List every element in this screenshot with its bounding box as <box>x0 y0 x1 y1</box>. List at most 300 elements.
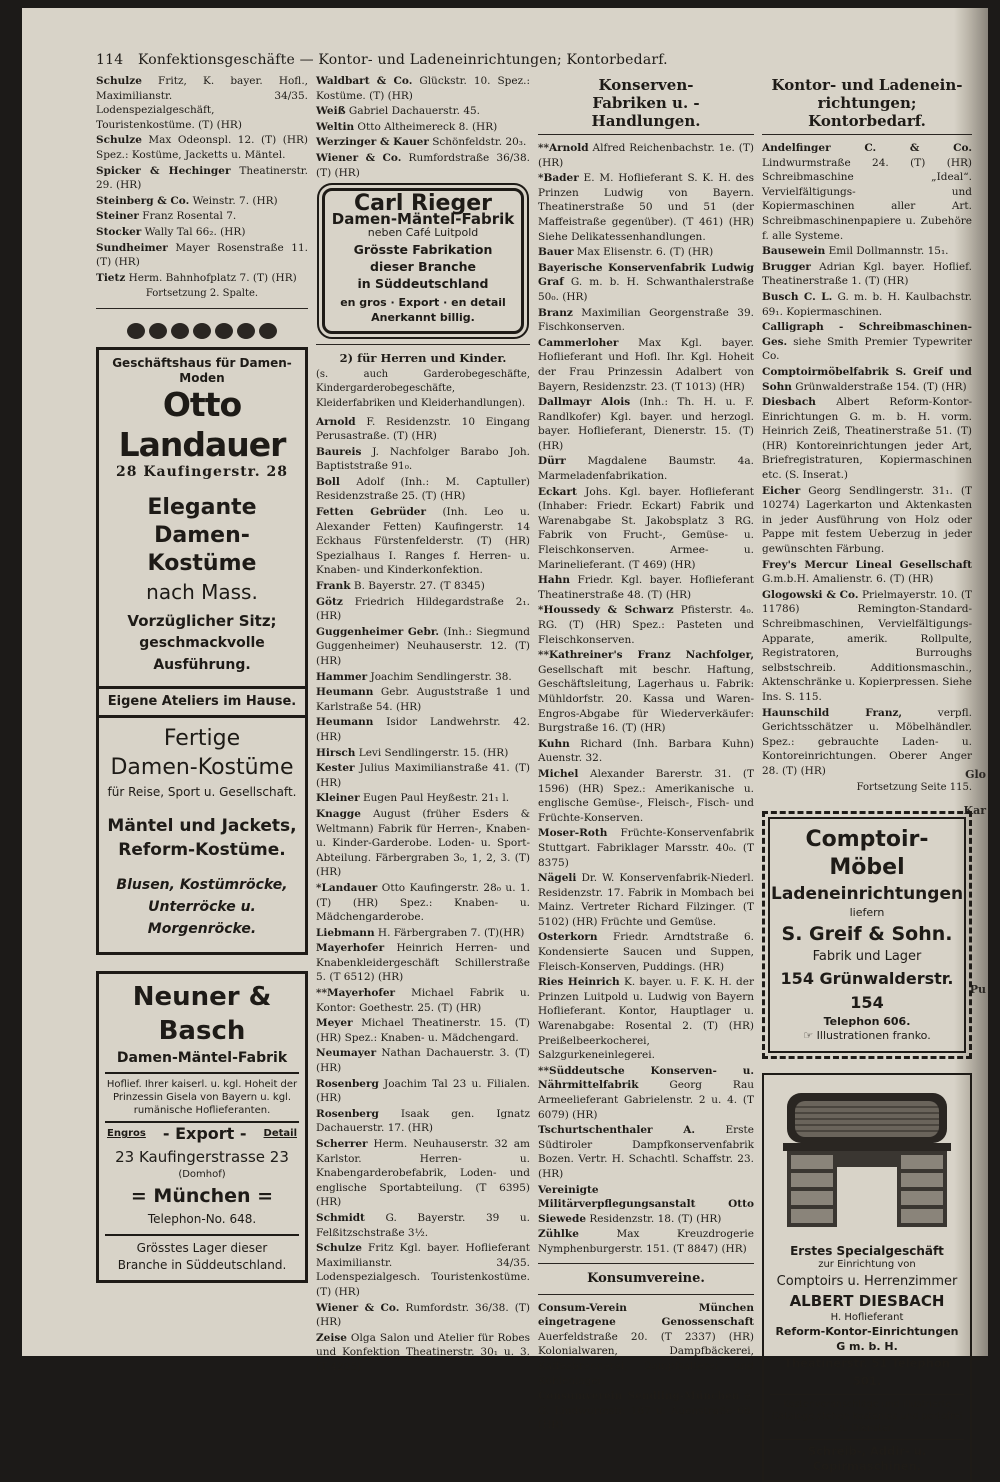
entry-list <box>762 141 972 779</box>
entry-details: Max Elisenstr. 6. (T) (HR) <box>573 246 714 259</box>
entry-name: Comptoirmöbelfabrik S. Greif und Sohn <box>762 365 972 393</box>
entry-details: Schönfeldstr. 20₃. <box>428 136 527 149</box>
entry-name: Brugger <box>762 260 811 273</box>
entry-name: Bausewein <box>762 245 826 258</box>
entry-name: Calligraph - Schreibmaschinen-Ges. <box>762 321 972 348</box>
entry-details: Michael Theatinerstr. 15. (T) (HR) Spez.: Knaben- u. Mädchengard. <box>316 1017 530 1044</box>
section-heading: Konserven- <box>598 76 694 94</box>
directory-entry <box>538 1064 754 1122</box>
entry-details: H. Färbergraben 7. (T)(HR) <box>374 926 525 939</box>
entry-name: **Süddeutsche Konserven- u. Nährmittelfabrik <box>538 1064 754 1092</box>
entry-name: Glogowski & Co. <box>762 588 859 601</box>
ad-line: ☞ Illustrationen franko. <box>803 1029 931 1043</box>
directory-entry <box>316 1107 530 1136</box>
entry-name: Frey's Mercur Lineal Gesellschaft <box>762 558 972 571</box>
ad-lager: Branche in Süddeutschland. <box>117 1258 287 1273</box>
ad-maentel: Reform-Kostüme. <box>118 840 286 861</box>
ad-address: 23 Kaufingerstrasse 23 <box>115 1147 289 1166</box>
section-note: (s. auch Garderobegeschäfte, Kindergarderobegeschäfte, Kleiderfabriken und Kleiderhandlungen). <box>316 368 530 409</box>
entry-list <box>96 74 308 285</box>
pointing-hand-icon: ☞ <box>803 1029 817 1043</box>
ad-line: Theatinerstr. 51 Telephon 501. <box>784 1356 950 1389</box>
entry-name: Werzinger & Kauer <box>316 136 429 149</box>
entry-details: Heinrich Herren- und Knabenkleidergeschäft Schillerstraße 5. (T 6512) (HR) <box>316 942 530 984</box>
directory-entry <box>538 245 754 260</box>
entry-name: Busch C. L. <box>762 290 833 303</box>
entry-name: Osterkorn <box>538 931 598 944</box>
continuation-note: Fortsetzung 2. Spalte. <box>145 288 259 300</box>
entry-details: K. bayer. u. F. K. H. der Prinzen Luitpold u. Ludwig von Bayern Hoflieferant. Kontor, Hauptlager u. Warenabgabe: Rosental 2. (T) (HR) Preißelbeerkocherei, Salzgurkeneinlegerei. <box>538 976 754 1062</box>
entry-details: Gesellschaft mit beschr. Haftung, Geschäftsleitung, Lagerhaus u. Fabrik: Mühldorfstr. 20. Kassa und Waren-Engros-Abgabe für Wiederverkäufer: Burgstraße 16. (T) (HR) <box>538 663 754 735</box>
directory-entry <box>316 685 530 714</box>
directory-entry <box>762 588 972 705</box>
divider <box>96 308 308 309</box>
directory-entry <box>96 74 308 132</box>
column-1 <box>96 74 308 1283</box>
directory-entry <box>538 141 754 170</box>
entry-details: Rumfordstr. 36/38. (T) (HR) <box>316 1301 530 1329</box>
entry-name: Kleiner <box>316 792 360 805</box>
ad-line: Geschäftshaus für Damen-Moden <box>112 355 292 385</box>
entry-details: Julius Maximilianstraße 41. (T) (HR) <box>316 762 530 789</box>
entry-details: Weinstr. 7. (HR) <box>189 194 278 207</box>
entry-name: Hahn <box>538 574 570 587</box>
entry-name: Consum-Verein München eingetragene Genossenschaft <box>538 1301 754 1329</box>
directory-entry <box>762 290 972 319</box>
ad-line: liefern <box>849 906 885 920</box>
entry-details: Dr. W. Konservenfabrik-Niederl. Residenzstr. 17. Fabrik in Mombach bei Mainz. Vertreter Richard Filzinger. (T 5102) (HR) Früchte und Gemüse. <box>538 872 754 928</box>
entry-name: Consumverein Sendling-München <box>538 1390 740 1403</box>
directory-entry <box>96 209 308 224</box>
entry-details: Richard (Inh. Barbara Kuhn) Auenstr. 32. <box>538 737 754 765</box>
entry-name: Bayerische Konservenfabrik Ludwig Graf <box>538 261 754 289</box>
entry-name: Hammer <box>316 670 368 683</box>
directory-entry <box>316 625 530 669</box>
entry-details: Gabriel Dachauerstr. 45. <box>345 105 481 118</box>
entry-details: Früchte-Konservenfabrik Stuttgart. Fabriklager Marsstr. 40₀. (T 8375) <box>538 827 754 869</box>
section-heading: 2) für Herren und Kinder. <box>339 351 507 366</box>
ad-fertige: Fertige <box>163 726 241 752</box>
ad-line: H. Hoflieferant <box>830 1311 904 1323</box>
entry-name: Andelfinger C. & Co. <box>762 142 972 154</box>
entry-name: Branz <box>538 306 573 319</box>
divider <box>538 134 754 135</box>
entry-details: (Inh. Leo u. Alexander Fetten) Kaufingerstr. 14 Eckhaus Fürstenfelderstr. (T) (HR) Spezialhaus I. Ranges f. Herren- u. Knaben- und Kinderkonfektion. <box>316 506 530 577</box>
entry-details: Fritz Kgl. bayer. Hoflieferant Maximilianstr. 34/35. Lodenspezialgesch. Touristenkostüme. (T) (HR) <box>316 1242 530 1298</box>
ad-hof: Hoflief. Ihrer kaiserl. u. kgl. Hoheit der Prinzessin Gisela von Bayern u. kgl. rumänische Hoflieferanten. <box>106 1079 298 1117</box>
ad-line: Anerkannt billig. <box>371 310 475 324</box>
entry-name: *Houssedy & Schwarz <box>538 604 674 617</box>
divider <box>316 344 530 345</box>
entry-details: G. m. b. H. Kaulbachstr. 69₁. Kopiermaschinen. <box>762 290 972 318</box>
entry-list <box>316 415 530 1375</box>
entry-details: Fritz, K. bayer. Hofl., Maximilianstr. 34/35. Lodenspezialgeschäft, Touristenkostüme. (T) (HR) <box>96 75 308 131</box>
directory-entry <box>96 225 308 240</box>
entry-details: Herm. Bahnhofplatz 7. (T) (HR) <box>125 271 297 284</box>
entry-details: Mayer Rosenstraße 11. (T) (HR) <box>96 241 308 269</box>
entry-name: Hirsch <box>316 746 356 759</box>
entry-details: G. Bayerstr. 39 u. Felßitzschstraße 3½. <box>316 1211 530 1239</box>
entry-name: Weiß <box>316 105 346 118</box>
ad-address: 28 Kaufingerstr. 28 <box>115 464 289 481</box>
entry-details: Isaak gen. Ignatz Dachauerstr. 17. (HR) <box>316 1107 530 1135</box>
column-3 <box>538 74 754 1434</box>
section-heading: Fabriken u. -Handlungen. <box>591 94 701 130</box>
directory-entry <box>96 133 308 162</box>
entry-details: Nathan Dachauerstr. 3. (T)(HR) <box>316 1047 530 1075</box>
directory-entry <box>538 454 754 483</box>
column-4 <box>762 74 972 1482</box>
directory-entry <box>538 336 754 394</box>
ad-ateliers: Eigene Ateliers im Hause. <box>107 693 297 709</box>
directory-entry <box>316 445 530 474</box>
directory-entry <box>316 941 530 985</box>
ad-carl-rieger <box>322 188 524 334</box>
entry-details: Otto Altheimereck 8. (HR) <box>354 120 498 133</box>
entry-name: Vereinigte Militärverpflegungsanstalt Otto Siewede <box>538 1183 754 1225</box>
ad-line: Comptoir-Möbel <box>805 827 929 881</box>
entry-name: *Bader <box>538 172 579 185</box>
entry-name: Liebmann <box>316 926 375 939</box>
ad-line: Erstes Specialgeschäft <box>790 1243 944 1258</box>
entry-details: E. M. Hoflieferant S. K. H. des Prinzen Ludwig von Bayern. Theatinerstraße 50 und 51 (der Maffeistraße gegenüber). (T 461) (HR) Siehe Delikatessenhandlungen. <box>538 172 754 243</box>
directory-entry <box>762 365 972 394</box>
entry-details: Alfred Reichenbachstr. 1e. (T) (HR) <box>538 142 754 169</box>
entry-details: Max Kreuzdrogerie Nymphenburgerstr. 151. (T 8847) (HR) <box>538 1228 754 1255</box>
entry-details: Georg Sendlingerstr. 31₁. (T 10274) Lagerkarton und Aktenkasten in jeder Ausführung von Holz oder Pappe mit festem Ueberzug in jeder gewünschten Färbung. <box>762 484 972 556</box>
directory-entry <box>316 807 530 880</box>
entry-name: Schulze <box>96 134 142 147</box>
directory-entry <box>538 826 754 870</box>
entry-details: J. Nachfolger Barabo Joh. Baptiststraße 91₀. <box>316 445 530 473</box>
directory-entry <box>316 791 530 806</box>
directory-entry <box>762 141 972 243</box>
directory-entry <box>762 395 972 483</box>
directory-entry <box>538 1301 754 1389</box>
running-title: Konfektionsgeschäfte — Kontor- und Ladeneinrichtungen; Kontorbedarf. <box>137 52 668 68</box>
entry-name: Michel <box>538 767 579 780</box>
entry-list <box>538 141 754 1257</box>
ad-greif-sohn <box>762 811 972 1059</box>
entry-name: Götz <box>316 595 343 608</box>
ad-otto-landauer <box>96 347 308 955</box>
directory-entry <box>316 135 530 150</box>
margin-fragment: Glo <box>965 768 986 781</box>
entry-name: Arnold <box>316 415 356 428</box>
ad-name: Carl Rieger <box>354 191 492 217</box>
entry-details: Maximilian Georgenstraße 39. Fischkonserven. <box>538 306 754 334</box>
ad-line: en gros · Export · en detail <box>340 295 506 309</box>
continuation-note: Fortsetzung Seite 115. <box>856 781 972 793</box>
entry-details: Grünwalderstraße 154. (T) (HR) <box>791 380 967 393</box>
entry-name: Dallmayr Alois <box>538 396 631 409</box>
entry-details: verpfl. Gerichtsschätzer u. Möbelhändler. Spez.: gebrauchte Laden- u. Kontoreinrichtungen. Oberer Anger 28. (T) (HR) <box>762 706 972 777</box>
entry-name: Steinberg & Co. <box>96 194 190 207</box>
entry-name: Steiner <box>96 210 139 223</box>
ad-line: S. Greif & Sohn. <box>781 922 953 945</box>
entry-details: Georg Rau Armeelieferant Gabrielenstr. 2 u. 4. (T 6079) (HR) <box>538 1079 754 1121</box>
ad-engros: Engros <box>107 1128 146 1140</box>
ad-near: neben Café Luitpold <box>367 226 479 240</box>
margin-fragment: Kar <box>963 804 986 817</box>
entry-details: Alexander Barerstr. 31. (T 1596) (HR) Spez.: Amerikanische u. englische Gemüse-, Fleisch-, Fisch- und Früchte-Konserven. <box>538 767 754 824</box>
directory-entry <box>316 881 530 925</box>
ad-slogan: Elegante <box>147 494 257 520</box>
ad-line: dieser Branche <box>370 258 476 274</box>
entry-name: Frank <box>316 580 351 593</box>
entry-details: Glückstr. 10. Spez.: Kostüme. (T) (HR) <box>316 75 530 102</box>
directory-entry <box>316 120 530 135</box>
directory-entry <box>96 194 308 209</box>
directory-entry <box>316 1241 530 1299</box>
directory-entry <box>96 271 308 286</box>
entry-details: Friedr. Kgl. bayer. Hoflieferant Theatinerstraße 48. (T) (HR) <box>538 574 754 601</box>
directory-entry <box>316 1077 530 1106</box>
entry-name: Kuhn <box>538 737 570 750</box>
ad-slogan: Damen-Kostüme <box>147 522 257 576</box>
directory-entry <box>538 603 754 647</box>
entry-name: Nägeli <box>538 872 577 885</box>
ad-line: ALBERT DIESBACH <box>789 1291 945 1310</box>
entry-name: Baureis <box>316 445 362 458</box>
directory-entry <box>762 320 972 364</box>
entry-name: Guggenheimer Gebr. <box>316 625 440 638</box>
ad-fertige: für Reise, Sport u. Gesellschaft. <box>107 785 297 800</box>
margin-fragment: Pu <box>969 983 986 996</box>
entry-name: Meyer <box>316 1017 353 1030</box>
ad-export: - Export - <box>162 1124 247 1144</box>
entry-details: Franz Rosental 7. <box>138 210 237 223</box>
entry-name: Schulze <box>316 1242 362 1255</box>
entry-name: Heumann <box>316 686 374 699</box>
directory-entry <box>316 746 530 761</box>
divider <box>538 1294 754 1295</box>
entry-name: Knagge <box>316 807 361 820</box>
entry-details: F. Residenzstr. 10 Eingang Perusastraße. (T) (HR) <box>316 415 530 443</box>
entry-name: Spicker & Hechinger <box>96 164 231 177</box>
ad-albert-diesbach <box>762 1073 972 1482</box>
entry-details: Pfisterstr. 4₀. RG. (T) (HR) Spez.: Pasteten und Fleischkonserven. <box>538 604 755 646</box>
directory-entry <box>316 1331 530 1375</box>
entry-name: **Arnold <box>538 142 589 154</box>
ad-maentel: Mäntel und Jackets, <box>107 816 297 837</box>
directory-entry <box>538 767 754 825</box>
ad-telephone: Telephon-No. 648. <box>147 1212 257 1227</box>
directory-entry <box>316 986 530 1015</box>
ad-line: Schreib-, Addir- u. Copirmaschinen. <box>807 1444 927 1474</box>
ad-slogan: Vorzüglicher Sitz; <box>127 611 277 630</box>
entry-details: (Inh.: Th. H. u. F. Randlkofer) Kgl. bayer. und herzogl. bayer. Hoflieferant, Dienerstr. 15. (T)(HR) <box>538 396 754 452</box>
entry-details: Joachim Sendlingerstr. 38. <box>367 670 512 683</box>
directory-entry <box>538 737 754 766</box>
entry-details: Friedr. Arndtstraße 6. Kondensierte Saucen und Suppen, Fleisch-Konserven, Puddings. (HR) <box>538 931 754 973</box>
directory-entry <box>316 1211 530 1240</box>
entry-list <box>538 1301 754 1433</box>
entry-name: Ries Heinrich <box>538 976 620 989</box>
directory-entry <box>316 926 530 941</box>
entry-details: Erste Südtiroler Dampfkonservenfabrik Bozen. Vertr. H. Schachtl. Schaffstr. 23. (HR) <box>538 1124 754 1180</box>
entry-details: G. m. b. H. Schwanthalerstraße 50₀. (HR) <box>538 276 754 303</box>
directory-entry <box>316 1301 530 1330</box>
ad-line: Reform-Kontor-Einrichtungen G m. b. H. <box>775 1325 959 1353</box>
entry-name: Dürr <box>538 455 566 468</box>
ad-line: 154 Grünwalderstr. 154 <box>780 968 954 1012</box>
ad-line: Kostenvoranschläge und illustrierte Cataloge stehen kostenlos und portofrei zu Diensten. <box>771 1399 963 1435</box>
entry-name: Rosenberg <box>316 1107 379 1120</box>
directory-entry <box>316 1137 530 1210</box>
directory-entry <box>316 415 530 444</box>
entry-name: Neumayer <box>316 1047 377 1060</box>
section-heading: richtungen; Kontorbedarf. <box>808 94 926 130</box>
ad-detail: Detail <box>263 1128 297 1140</box>
directory-entry <box>316 761 530 790</box>
entry-details: B. Bayerstr. 27. (T 8345) <box>350 580 485 593</box>
ad-name: Otto Landauer <box>118 385 286 465</box>
directory-entry <box>538 306 754 335</box>
entry-details: Magdalene Baumstr. 4a. Marmeladenfabrikation. <box>538 455 754 483</box>
directory-entry <box>762 244 972 259</box>
ad-city: = München = <box>130 1185 274 1208</box>
entry-name: Schulze <box>96 75 142 87</box>
ad-line: Fabrik und Lager <box>812 948 922 964</box>
directory-entry <box>538 573 754 602</box>
entry-name: Schmidt <box>316 1211 365 1224</box>
entry-name: Tschurtschenthaler A. <box>538 1124 696 1137</box>
directory-entry <box>538 1183 754 1227</box>
directory-entry <box>538 261 754 305</box>
entry-name: Sundheimer <box>96 241 168 254</box>
rolltop-desk-illustration <box>777 1083 957 1233</box>
entry-details: Lindwurmstraße 24. (T) (HR) Schreibmaschine „Ideal“. Vervielfältigungs- und Kopiermaschinen aller Art. Schreibmaschinenpapiere u. Zubehöre f. alle Systeme. <box>762 156 972 242</box>
directory-entry <box>316 579 530 594</box>
directory-entry <box>316 505 530 578</box>
ad-line: Telephon 606. <box>823 1014 911 1028</box>
entry-details: Max Kgl. bayer. Hoflieferant und Hofl. Ihr. Kgl. Hoheit der Frau Prinzessin Adalbert von Bayern, Residenzstr. 23. (T 1013) (HR) <box>538 336 754 393</box>
directory-entry <box>538 975 754 1063</box>
directory-entry <box>762 558 972 587</box>
entry-details: (Inh.: Siegmund Guggenheimer) Neuhauserstr. 12. (T) (HR) <box>316 625 530 667</box>
ad-line: Comptoirs u. Herrenzimmer <box>776 1273 958 1289</box>
entry-details: Joachim Tal 23 u. Filialen. (HR) <box>316 1077 530 1105</box>
entry-name: **Mayerhofer <box>316 987 396 1000</box>
directory-entry <box>316 595 530 624</box>
directory-entry <box>316 670 530 685</box>
entry-name: Zühlke <box>538 1228 579 1241</box>
entry-details: Michael Fabrik u. Kontor: Goethestr. 25. (T) (HR) <box>316 987 530 1014</box>
directory-entry <box>538 1227 754 1256</box>
entry-details: Adrian Kgl. bayer. Hoflief. Theatinerstraße 1. (T) (HR) <box>762 260 972 288</box>
directory-entry <box>762 706 972 779</box>
directory-entry <box>538 395 754 453</box>
entry-details: Wally Tal 66₂. (HR) <box>141 225 246 238</box>
page-header <box>96 52 916 68</box>
entry-details: Adolf (Inh.: M. Captuller) Residenzstraße 25. (T) (HR) <box>316 475 530 503</box>
entry-name: Moser-Roth <box>538 827 608 840</box>
page-number: 114 <box>96 52 124 68</box>
entry-details: Eugen Paul Heyßestr. 21₁ l. <box>359 792 510 805</box>
directory-entry <box>762 260 972 289</box>
entry-details: Theatinerstr. 29. (HR) <box>96 164 308 192</box>
entry-name: **Kathreiner's Franz Nachfolger, <box>538 649 754 662</box>
directory-entry <box>316 715 530 744</box>
entry-name: Zeise <box>316 1331 347 1344</box>
entry-details: Max Odeonspl. 12. (T) (HR) Spez.: Kostüme, Jacketts u. Mäntel. <box>96 134 308 161</box>
entry-name: Boll <box>316 475 340 488</box>
entry-details: siehe Smith Premier Typewriter Co. <box>762 335 972 363</box>
entry-name: Diesbach <box>762 396 816 409</box>
directory-entry <box>538 171 754 244</box>
entry-details: Herm. Neuhauserstr. 32 am Karlstor. Herren- u. Knabengarderobefabrik, Loden- und englische Sportabteilung. (T 6395) (HR) <box>316 1138 530 1209</box>
ad-firm: Damen-Mäntel-Fabrik <box>331 209 515 228</box>
entry-name: Eckart <box>538 485 577 498</box>
directory-entry <box>316 151 530 180</box>
directory-entry <box>538 485 754 573</box>
entry-name: *Landauer <box>316 881 378 894</box>
divider <box>762 134 972 135</box>
divider <box>538 1263 754 1264</box>
entry-details: Auerfeldstraße 20. (T 2337) (HR) Kolonialwaren, Dampfbäckerei, Kaffeebrennerei, Dampfsalterei und Kohlenlager. <box>538 1330 754 1387</box>
ad-slogan: geschmackvolle Ausführung. <box>139 634 265 673</box>
book-page <box>22 8 988 1474</box>
ad-domhof: (Domhof) <box>178 1168 226 1180</box>
entry-name: Scherrer <box>316 1138 368 1150</box>
entry-details: Levi Sendlingerstr. 15. (HR) <box>355 746 509 759</box>
entry-details: Gebr. Auguststraße 1 und Karlstraße 54. (HR) <box>316 686 530 713</box>
entry-name: Haunschild Franz, <box>762 706 903 719</box>
column-2 <box>316 74 530 1376</box>
directory-entry <box>96 241 308 270</box>
entry-name: Wiener & Co. <box>316 151 402 164</box>
directory-entry <box>762 484 972 557</box>
entry-name: Fetten Gebrüder <box>316 506 427 519</box>
entry-name: Rosenberg <box>316 1077 379 1090</box>
directory-entry <box>316 475 530 504</box>
entry-details: Albert Reform-Kontor-Einrichtungen G. m. b. H. vorm. Heinrich Zeiß, Theatinerstraße 51. (T) (HR) Kontoreinrichtungen jeder Art, Briefregistraturen, Kopiermaschinen etc. (S. Inserat.) <box>762 396 972 482</box>
entry-details: Rumfordstraße 36/38. (T) (HR) <box>316 151 530 179</box>
entry-details: August (früher Esders & Weltmann) Fabrik für Herren-, Knaben- u. Kinder-Garderobe. Loden- u. Sport-Abteilung. Färbergraben 3₀, 1, 2, 3. (T) (HR) <box>316 807 530 879</box>
ad-slogan: nach Mass. <box>146 579 258 604</box>
entry-details: Olga Salon und Atelier für Robes und Konfektion Theatinerstr. 30₁ u. 3. (T 4205) <box>316 1331 530 1373</box>
ad-line: Ladeneinrichtungen <box>771 884 964 905</box>
ad-name: Neuner & Basch <box>132 982 272 1047</box>
directory-entry <box>538 1123 754 1181</box>
ornament <box>104 323 300 345</box>
ad-blusen: Blusen, Kostümröcke, <box>116 877 288 894</box>
entry-name: Eicher <box>762 484 801 497</box>
entry-name: Weltin <box>316 120 355 133</box>
ad-line: in Süddeutschland <box>357 275 489 291</box>
entry-name: Stocker <box>96 225 142 238</box>
ad-neuner-basch <box>96 971 308 1283</box>
entry-name: Waldbart & Co. <box>316 75 413 87</box>
directory-entry <box>316 74 530 103</box>
ad-lager: Grösstes Lager dieser <box>136 1241 268 1256</box>
entry-details: Residenzstr. 18. (T) (HR) <box>586 1212 722 1225</box>
entry-name: Cammerloher <box>538 336 619 349</box>
ad-line: Grösste Fabrikation <box>353 241 493 257</box>
entry-details: Prielmayerstr. 10. (T 11786) Remington-Standard-Schreibmaschinen, Vervielfältigungs-Apparate, amerik. Rollpulte, Registratoren, Burroughs selbstschreib. Additionsmaschin., Aktenschränke u. Kopierpressen. Siehe Ins. S. 115. <box>762 588 972 703</box>
directory-entry <box>316 104 530 119</box>
entry-name: Kester <box>316 762 355 775</box>
section-heading: Kontor- und Ladenein- <box>771 76 963 94</box>
directory-entry <box>96 164 308 193</box>
entry-list <box>316 74 530 180</box>
directory-entry <box>538 648 754 736</box>
entry-name: Bauer <box>538 246 574 259</box>
entry-name: Wiener & Co. <box>316 1301 400 1314</box>
directory-entry <box>316 1046 530 1075</box>
entry-details: Otto Kaufingerstr. 28₀ u. 1. (T) (HR) Spez.: Knaben- u. Mädchengarderobe. <box>316 881 530 924</box>
